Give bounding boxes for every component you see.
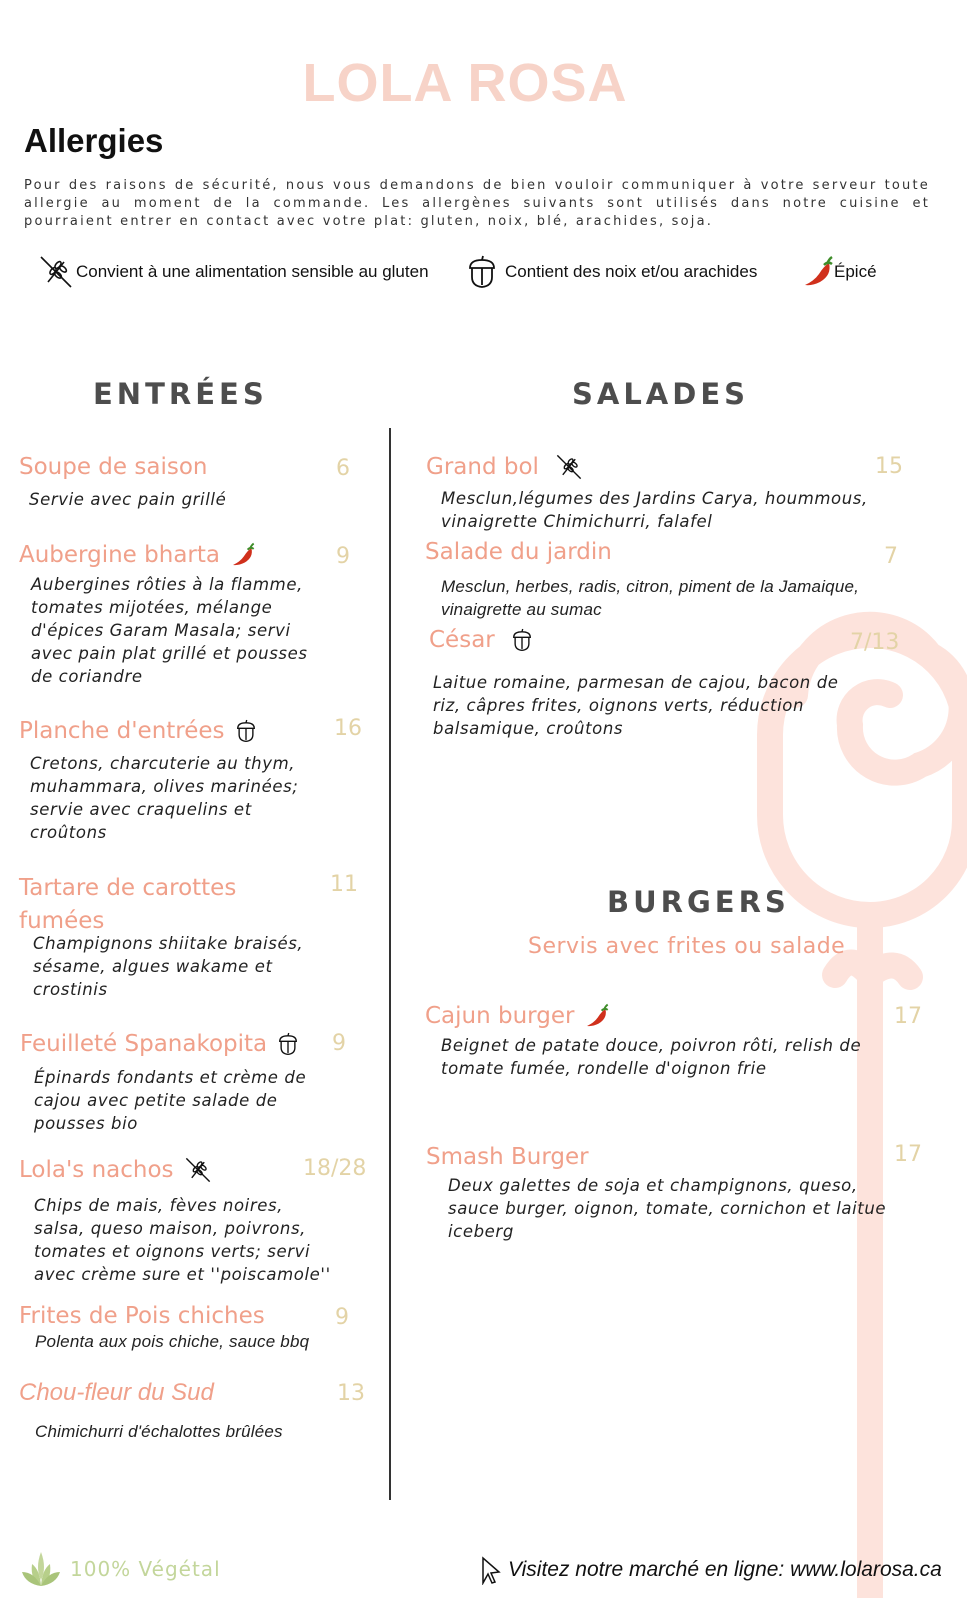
vegan-badge	[20, 1550, 221, 1588]
entree-desc: Cretons, charcuterie au thym, muhammara, olives marinées; servie avec craquelins et croûtons	[30, 754, 299, 842]
salade-price: 7/13	[850, 630, 900, 655]
salade-name: César	[429, 627, 495, 653]
entree-desc: Chimichurri d'échalottes brûlées	[35, 1422, 283, 1441]
section-title-salades: SALADES	[572, 377, 750, 411]
section-title-burgers: BURGERS	[607, 885, 790, 919]
entree-name-row	[19, 1156, 212, 1184]
legend-spicy	[802, 255, 877, 289]
salade-name: Grand bol	[426, 454, 539, 480]
entree-name: Aubergine bharta	[19, 542, 220, 568]
allergies-notice: Pour des raisons de sécurité, nous vous demandons de bien vouloir communiquer à votre serveur toute allergie au moment de la commande. Les allergènes suivants sont utilisés dans notre cuisine et pourraient entrer en contact avec votre plat: gluten, noix, blé, arachides, soja.	[24, 178, 930, 229]
salade-name-row	[429, 627, 533, 653]
entree-price: 18/28	[303, 1156, 367, 1181]
gluten-free-icon	[184, 1156, 212, 1184]
acorn-icon	[466, 255, 498, 289]
salade-desc: Mesclun, herbes, radis, citron, piment de la Jamaique, vinaigrette au sumac	[441, 577, 860, 619]
burger-name-row	[425, 1003, 610, 1029]
salade-desc: Laitue romaine, parmesan de cajou, bacon de riz, câpres frites, oignons verts, réduction balsamique, croûtons	[433, 673, 839, 738]
burger-price: 17	[894, 1142, 922, 1167]
entree-price: 9	[336, 544, 350, 569]
burger-name: Cajun burger	[425, 1003, 575, 1029]
legend-nuts	[466, 255, 757, 289]
entree-name: Planche d'entrées	[19, 718, 225, 744]
market-link-text[interactable]: Visitez notre marché en ligne: www.lolarosa.ca	[508, 1558, 942, 1581]
burgers-subtitle: Servis avec frites ou salade	[528, 934, 846, 959]
chili-pepper-icon	[584, 1003, 610, 1029]
entree-name: Feuilleté Spanakopita	[20, 1031, 268, 1057]
vegan-label: 100% Végétal	[70, 1557, 221, 1581]
column-divider	[389, 428, 391, 1500]
acorn-icon	[235, 719, 257, 743]
legend-gluten-label: Convient à une alimentation sensible au gluten	[76, 262, 429, 281]
acorn-icon	[277, 1032, 299, 1056]
entree-desc: Champignons shiitake braisés, sésame, algues wakame et crostinis	[33, 934, 304, 999]
entree-name: Lola's nachos	[19, 1157, 174, 1183]
gluten-free-icon	[555, 453, 583, 481]
entree-name: Frites de Pois chiches	[19, 1303, 265, 1329]
burger-name: Smash Burger	[426, 1144, 589, 1170]
salade-name-row	[426, 453, 583, 481]
entree-name-row	[19, 718, 257, 744]
entree-name: Soupe de saison	[19, 454, 208, 480]
entree-name-row	[19, 542, 256, 568]
leaf-icon	[20, 1550, 62, 1588]
legend-spicy-label: Épicé	[834, 262, 877, 281]
salade-name: Salade du jardin	[425, 539, 612, 565]
entree-desc: Polenta aux pois chiche, sauce bbq	[35, 1332, 310, 1351]
chili-pepper-icon	[230, 542, 256, 568]
entree-price: 16	[334, 716, 362, 741]
market-link[interactable]	[480, 1555, 942, 1585]
burger-desc: Beignet de patate douce, poivron rôti, relish de tomate fumée, rondelle d'oignon frie	[441, 1036, 862, 1078]
section-title-entrees: ENTRÉES	[93, 377, 268, 411]
salade-price: 15	[875, 454, 903, 479]
brand-logo: LOLA ROSA	[302, 53, 628, 113]
entree-price: 13	[337, 1381, 365, 1406]
burger-price: 17	[894, 1004, 922, 1029]
entree-desc: Aubergines rôties à la flamme, tomates mijotées, mélange d'épices Garam Masala; servi avec pain plat grillé et pousses de coriandre	[31, 575, 308, 686]
entree-price: 6	[336, 456, 350, 481]
acorn-icon	[511, 628, 533, 652]
entree-desc: Épinards fondants et crème de cajou avec petite salade de pousses bio	[34, 1068, 307, 1133]
entree-desc: Servie avec pain grillé	[29, 490, 227, 509]
legend-gluten	[38, 255, 429, 289]
salade-price: 7	[884, 544, 898, 569]
cursor-icon	[480, 1555, 502, 1585]
gluten-free-icon	[38, 254, 74, 290]
entree-desc: Chips de mais, fèves noires, salsa, queso maison, poivrons, tomates et oignons verts; servi avec crème sure et ''poiscamole''	[34, 1196, 331, 1284]
allergies-title: Allergies	[24, 122, 164, 159]
entree-price: 9	[332, 1031, 346, 1056]
salade-desc: Mesclun,légumes des Jardins Carya, hoummous, vinaigrette Chimichurri, falafel	[441, 489, 868, 531]
burger-desc: Deux galettes de soja et champignons, queso, sauce burger, oignon, tomate, cornichon et laitue iceberg	[448, 1176, 887, 1241]
entree-name: Chou-fleur du Sud	[19, 1379, 214, 1406]
legend-nuts-label: Contient des noix et/ou arachides	[505, 262, 758, 281]
entree-name-row	[20, 1031, 299, 1057]
entree-name: Tartare de carottes fumées	[19, 875, 237, 934]
entree-price: 11	[330, 872, 358, 897]
chili-pepper-icon	[802, 255, 834, 289]
entree-price: 9	[335, 1305, 349, 1330]
